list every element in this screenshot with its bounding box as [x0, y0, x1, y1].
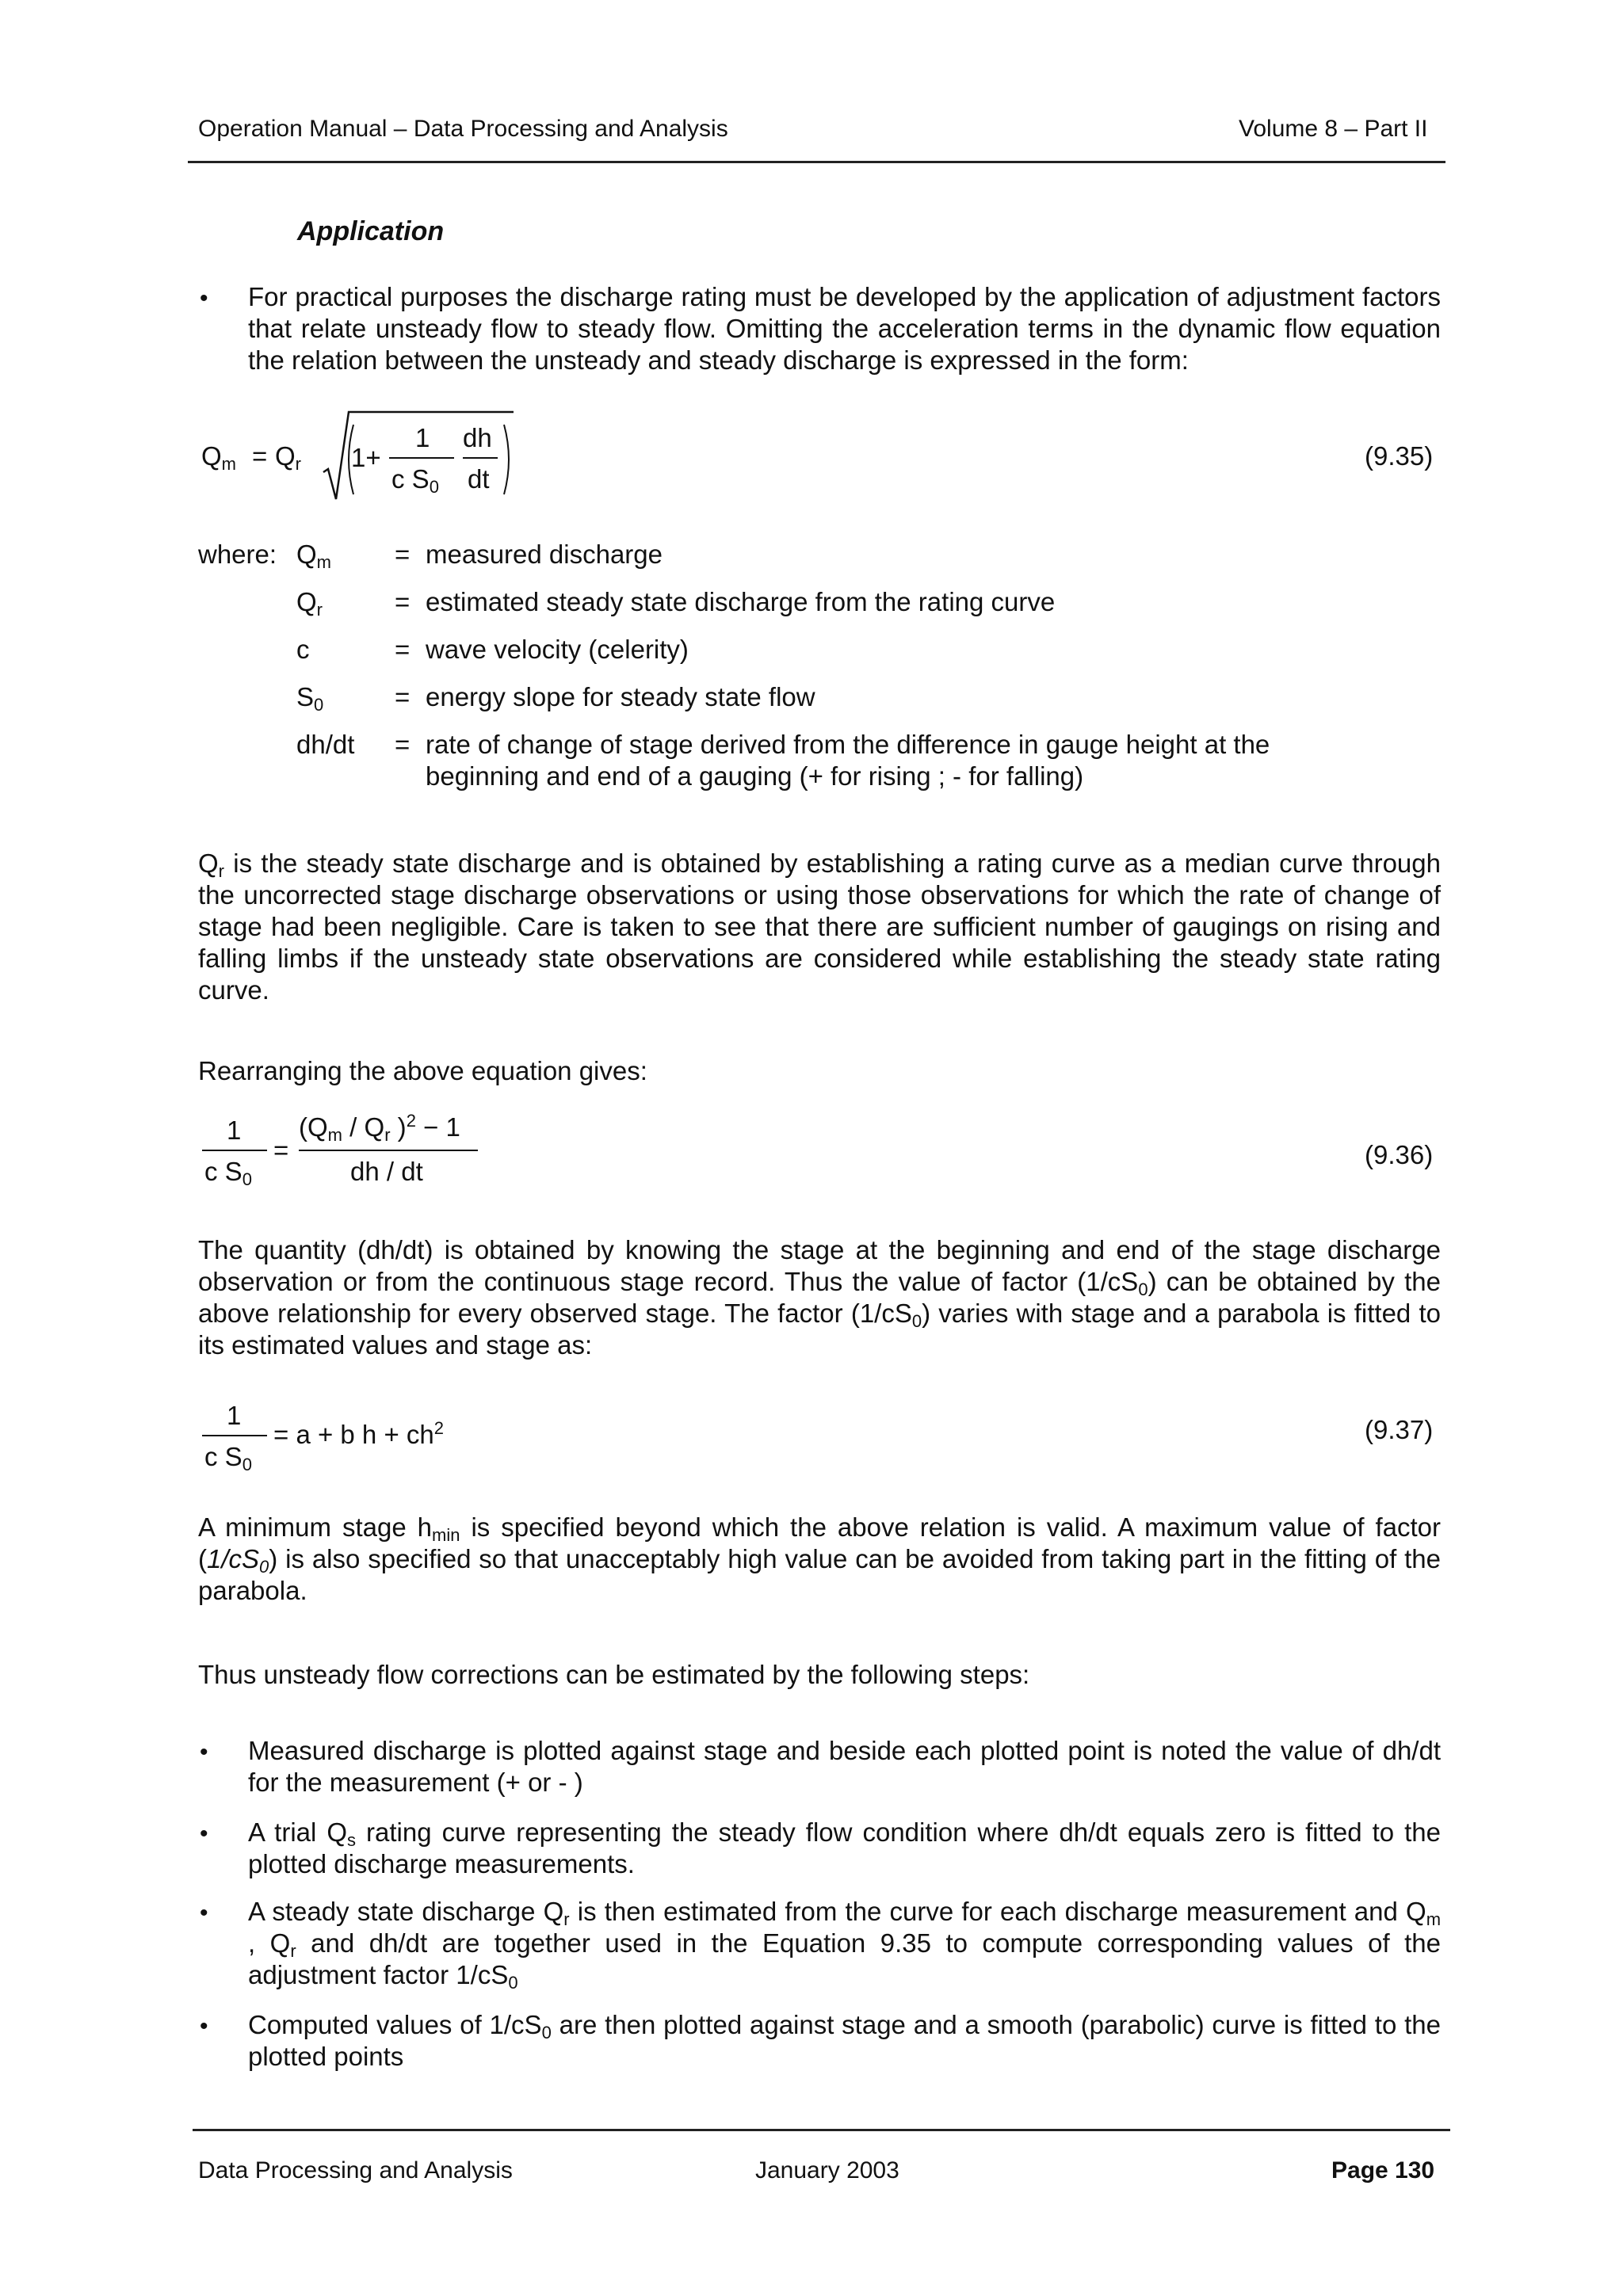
section-title: Application [297, 216, 445, 246]
equation-number: (9.36) [1365, 1140, 1434, 1169]
footer-left: Data Processing and Analysis [198, 2157, 513, 2183]
def-subscript: m [316, 552, 331, 572]
paragraph-minimum-stage: A minimum stage $h_{min}$ is specified beyond which the above relation is valid. A maximum value of factor $(1/cS_0)$ is also specified so that unacceptably high value can be avoided from taking part in the fitting of the parabola. [198, 1512, 1441, 1605]
def-equals: = [395, 682, 411, 711]
eq-denominator: c S [204, 1157, 242, 1186]
footer-rule [193, 2129, 1450, 2131]
def-equals: = [395, 540, 411, 569]
paragraph-thus: Thus unsteady flow corrections can be estimated by the following steps: [198, 1660, 1030, 1689]
eq-denominator: dh / dt [350, 1157, 423, 1186]
def-symbol: Q [296, 540, 317, 569]
def-description-continued: beginning and end of a gauging (+ for rising ; - for falling) [426, 761, 1084, 791]
def-description: estimated steady state discharge from the rating curve [426, 587, 1056, 616]
header-rule [188, 161, 1445, 163]
eq-dh: dh [463, 423, 492, 452]
equation-number: (9.35) [1365, 441, 1434, 471]
eq-dt: dt [468, 464, 490, 494]
page-number: Page 130 [1331, 2157, 1435, 2183]
eq-symbol: Q [275, 441, 296, 471]
where-label: where: [198, 540, 277, 569]
eq-subscript: 0 [242, 1455, 252, 1474]
def-subscript: r [316, 600, 323, 620]
def-symbol: Q [296, 587, 317, 616]
eq-numerator-one: 1 [415, 423, 430, 452]
eq-one-plus: 1+ [351, 443, 381, 472]
eq-numerator-one: 1 [227, 1116, 242, 1145]
list-item: Computed values of $1/cS_0$ are then plotted against stage and a smooth (parabolic) curve is fitted to the plotted points [248, 2010, 1441, 2071]
fraction-bar [299, 1150, 478, 1151]
intro-paragraph: For practical purposes the discharge rating must be developed by the application of adjustment factors that relate unsteady flow to steady flow. Omitting the acceleration terms in the dynamic flow equation the relation between the unsteady and steady discharge is expressed in the form: [248, 282, 1441, 375]
paragraph-quantity: The quantity (dh/dt) is obtained by knowing the stage at the beginning and end of the stage discharge observation or from the continuous stage record. Thus the value of factor $(1/cS_0)$ can be obtained by the above relationship for every observed stage. The factor $(1/cS_0)$ varies with stage and a parabola is fitted to its estimated values and stage as: [198, 1235, 1441, 1360]
paragraph-qr: $Q_r$ is the steady state discharge and is obtained by establishing a rating curve as a median curve through the uncorrected stage discharge observations or using those observations for which the rate of change of stage had been negligible. Care is taken to see that there are sufficient number of gaugings on rising and falling limbs if the unsteady state observations are considered while establishing the steady state rating curve. [198, 849, 1441, 1005]
def-symbol: S [296, 682, 315, 711]
eq-subscript: 0 [242, 1169, 252, 1189]
eq-denominator: c S [391, 464, 430, 494]
eq-equals: = [273, 1135, 289, 1165]
def-equals: = [395, 730, 411, 759]
def-equals: = [395, 635, 411, 664]
def-description: measured discharge [426, 540, 663, 569]
fraction-bar [202, 1150, 267, 1151]
bullet: • [200, 1900, 208, 1926]
list-item: A steady state discharge $Q_r$ is then estimated from the curve for each discharge measurement and $Q_m$ , $Q_r$ and dh/dt are together used in the Equation 9.35 to compute corresponding values of the adjustment factor $1/cS_0$ [248, 1897, 1442, 1993]
def-equals: = [395, 587, 411, 616]
paragraph-rearranging: Rearranging the above equation gives: [198, 1056, 647, 1085]
bullet: • [200, 1821, 208, 1847]
eq-denominator: c S [204, 1442, 242, 1471]
eq-subscript: m [221, 454, 236, 474]
bullet: • [200, 285, 208, 311]
def-subscript: 0 [314, 695, 324, 715]
eq-numerator-one: 1 [227, 1401, 242, 1430]
list-item: A trial $Q_s$ rating curve representing the steady flow condition where dh/dt equals zero is fitted to the plotted discharge measurements. [248, 1817, 1442, 1878]
eq-numerator: ($Q_m / Q_r$ )$^2$ − 1 [299, 1111, 460, 1145]
def-symbol: dh/dt [296, 730, 355, 759]
bullet: • [200, 1739, 208, 1765]
header-right: Volume 8 – Part II [1239, 116, 1428, 142]
eq-subscript: 0 [429, 477, 439, 497]
eq-rhs: = a + b $h + ch^2$ [273, 1418, 444, 1449]
def-description: wave velocity (celerity) [426, 635, 689, 664]
fraction-bar [389, 457, 454, 459]
equation-number: (9.37) [1365, 1415, 1434, 1444]
def-description: energy slope for steady state flow [426, 682, 815, 711]
fraction-bar [202, 1435, 267, 1436]
eq-equals: = [252, 441, 268, 471]
eq-subscript: r [295, 454, 301, 474]
def-symbol: c [296, 635, 310, 664]
eq-symbol: Q [201, 441, 222, 471]
bullet: • [200, 2013, 208, 2039]
def-description: rate of change of stage derived from the difference in gauge height at the [426, 730, 1270, 759]
footer-center: January 2003 [755, 2157, 899, 2183]
list-item: Measured discharge is plotted against stage and beside each plotted point is noted the value of dh/dt for the measurement (+ or - ) [248, 1736, 1441, 1797]
header-left: Operation Manual – Data Processing and Analysis [198, 116, 728, 142]
fraction-bar [463, 457, 498, 459]
